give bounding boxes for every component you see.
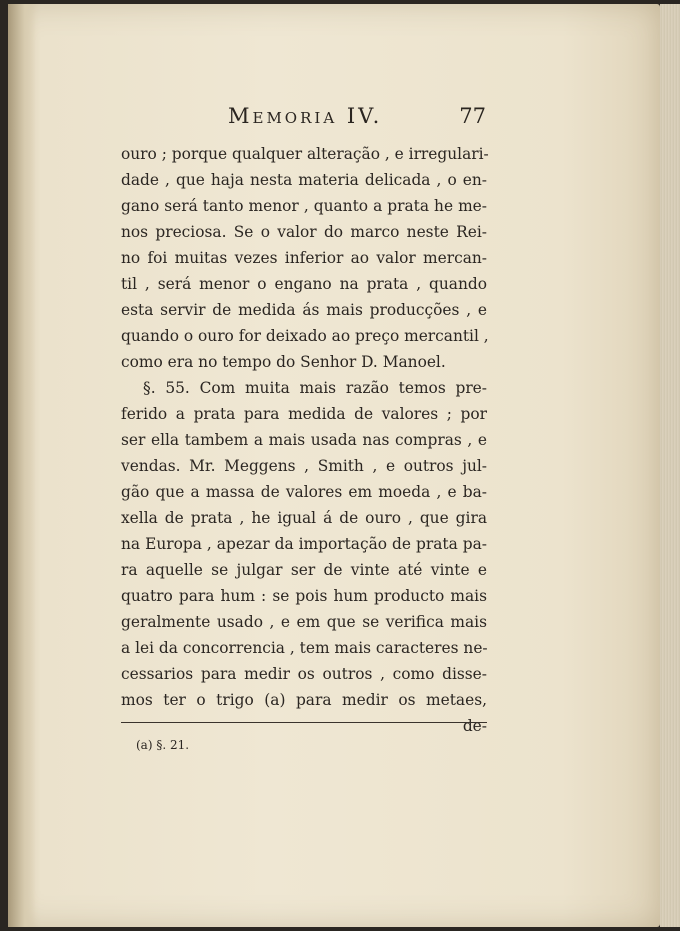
text-line: como era no tempo do Senhor D. Manoel.	[121, 353, 446, 371]
footnote: (a) §. 21.	[136, 738, 190, 752]
text-line: esta servir de medida ás mais producções , e	[121, 301, 487, 319]
text-line: gano será tanto menor , quanto a prata he me-	[121, 197, 487, 215]
text-line: ferido a prata para medida de valores ; por	[121, 405, 487, 423]
body-text	[121, 141, 487, 739]
page-edges	[660, 4, 680, 927]
text-line: vendas. Mr. Meggens , Smith , e outros jul-	[121, 457, 487, 475]
page-number: 77	[459, 104, 486, 128]
text-line: nos preciosa. Se o valor do marco neste Rei-	[121, 223, 487, 241]
text-line: quatro para hum : se pois hum producto mais	[121, 587, 487, 605]
text-line: na Europa , apezar da importação de prata pa-	[121, 535, 487, 553]
page-gutter	[8, 4, 36, 927]
running-header	[228, 104, 486, 134]
text-line: dade , que haja nesta materia delicada , o en-	[121, 171, 487, 189]
text-line: geralmente usado , e em que se verifica mais	[121, 613, 487, 631]
text-line: til , será menor o engano na prata , quando	[121, 275, 487, 293]
text-line: xella de prata , he igual á de ouro , que gira	[121, 509, 487, 527]
text-line: mos ter o trigo (a) para medir os metaes,	[121, 691, 487, 709]
text-line: cessarios para medir os outros , como disse-	[121, 665, 487, 683]
section-start-line: §. 55. Com muita mais razão temos pre-	[143, 379, 487, 397]
text-line: no foi muitas vezes inferior ao valor mercan-	[121, 249, 487, 267]
catchword: de-	[462, 717, 487, 735]
text-line: ser ella tambem a mais usada nas compras , e	[121, 431, 487, 449]
text-line: gão que a massa de valores em moeda , e ba-	[121, 483, 487, 501]
text-line: ouro ; porque qualquer alteração , e irregulari-	[121, 145, 489, 163]
text-line: ra aquelle se julgar ser de vinte até vinte e	[121, 561, 487, 579]
text-line: quando o ouro for deixado ao preço mercantil ,	[121, 327, 489, 345]
text-line: a lei da concorrencia , tem mais caracteres ne-	[121, 639, 488, 657]
running-title: Memoria IV.	[228, 104, 383, 128]
footnote-rule	[121, 722, 487, 723]
